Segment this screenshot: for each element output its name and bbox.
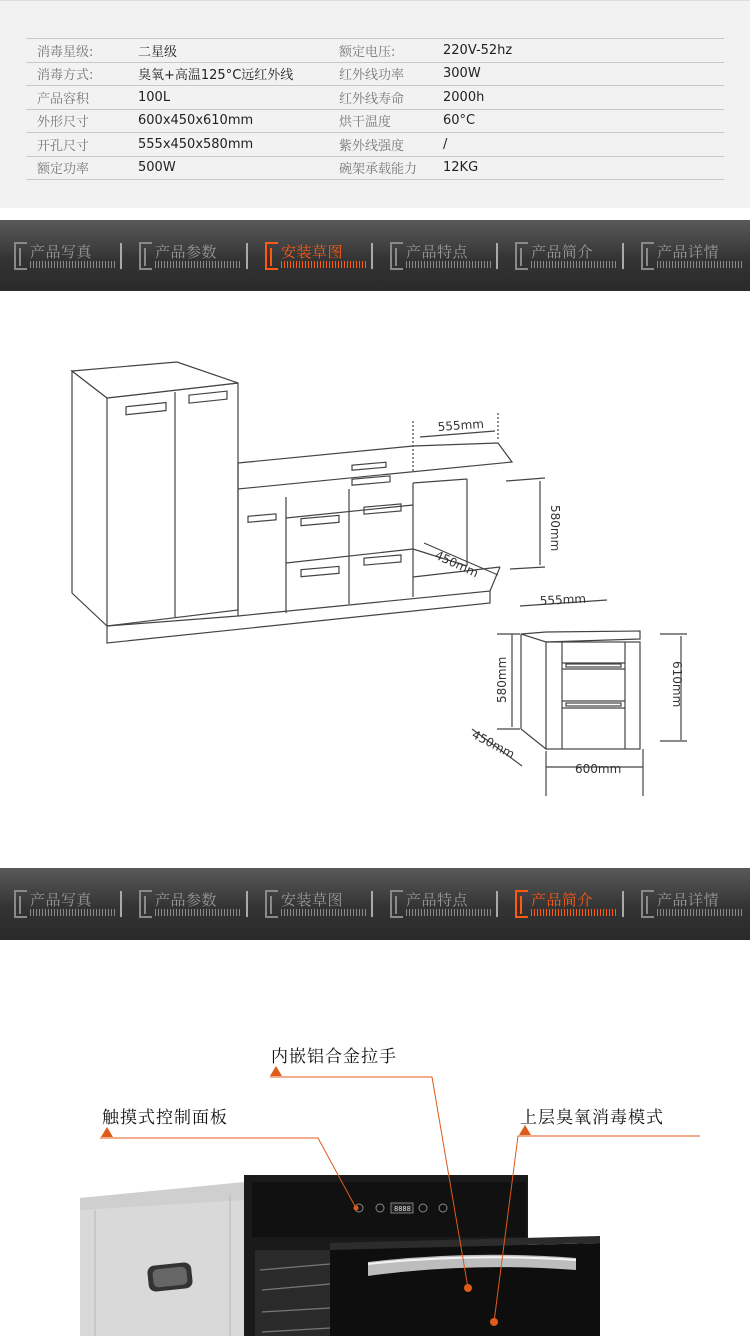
- nav-tab-label: 产品简介: [531, 243, 594, 261]
- bracket-icon: [515, 890, 528, 918]
- nav-separator: [371, 243, 373, 269]
- dim-unit-depth: 450mm: [469, 727, 518, 762]
- spec-value: 12KG: [443, 156, 724, 180]
- callout-handle: 内嵌铝合金拉手: [271, 1047, 397, 1067]
- spec-label: 消毒星级:: [26, 39, 138, 63]
- nav-tab-stripe: [281, 261, 367, 268]
- spec-value: 二星级: [138, 39, 328, 63]
- nav-separator: [120, 891, 122, 917]
- nav-tab-4[interactable]: [390, 240, 500, 272]
- spec-label: 外形尺寸: [26, 109, 138, 133]
- nav-separator: [246, 891, 248, 917]
- nav-tab-stripe: [406, 909, 492, 916]
- spec-row: [26, 62, 724, 86]
- product-nav-bar-2: [0, 868, 750, 940]
- bracket-icon: [139, 890, 152, 918]
- spec-label: 紫外线强度: [328, 133, 443, 157]
- nav-tab-label: 产品简介: [531, 891, 594, 909]
- nav-tab-stripe: [531, 909, 617, 916]
- spec-value: 100L: [138, 86, 328, 110]
- dim-unit-right: 610mm: [670, 661, 684, 708]
- nav-tab-5[interactable]: [515, 240, 625, 272]
- nav-tab-5[interactable]: [515, 888, 625, 920]
- nav-tab-stripe: [30, 909, 116, 916]
- spec-row: [26, 156, 724, 180]
- nav-tab-stripe: [30, 261, 116, 268]
- callout-control-panel: 触摸式控制面板: [102, 1108, 228, 1128]
- nav-tab-3[interactable]: [265, 888, 375, 920]
- nav-tab-stripe: [155, 261, 241, 268]
- nav-separator: [246, 243, 248, 269]
- nav-tab-6[interactable]: [641, 240, 750, 272]
- nav-tab-label: 产品详情: [657, 891, 720, 909]
- spec-label: 额定电压:: [328, 39, 443, 63]
- bracket-icon: [515, 242, 528, 270]
- bracket-icon: [390, 890, 403, 918]
- callout-ozone-mode: 上层臭氧消毒模式: [520, 1108, 664, 1128]
- spec-value: /: [443, 133, 724, 157]
- dim-cabinet-height: 580mm: [548, 505, 562, 552]
- nav-tab-6[interactable]: [641, 888, 750, 920]
- nav-tab-3[interactable]: [265, 240, 375, 272]
- dim-cabinet-depth: 450mm: [432, 548, 481, 581]
- bracket-icon: [14, 242, 27, 270]
- nav-tab-stripe: [657, 261, 743, 268]
- spec-value: 600x450x610mm: [138, 109, 328, 133]
- feature-section: [0, 940, 750, 1336]
- dim-unit-top: 555mm: [539, 591, 587, 608]
- spec-label: 碗架承载能力: [328, 156, 443, 180]
- nav-separator: [120, 243, 122, 269]
- nav-tab-label: 安装草图: [281, 891, 344, 909]
- dim-unit-left: 580mm: [495, 656, 509, 703]
- dim-cabinet-width: 555mm: [437, 416, 485, 434]
- spec-value: 2000h: [443, 86, 724, 110]
- bracket-icon: [641, 242, 654, 270]
- bracket-icon: [390, 242, 403, 270]
- nav-separator: [622, 891, 624, 917]
- installation-sketch: [0, 291, 750, 868]
- spec-label: 额定功率: [26, 156, 138, 180]
- nav-tab-label: 产品参数: [155, 243, 218, 261]
- control-display: 8888: [394, 1205, 411, 1213]
- bracket-icon: [265, 890, 278, 918]
- nav-tab-label: 产品写真: [30, 243, 93, 261]
- bracket-icon: [14, 890, 27, 918]
- spec-row: [26, 133, 724, 157]
- nav-tab-label: 产品特点: [406, 891, 469, 909]
- nav-tab-label: 产品特点: [406, 243, 469, 261]
- bracket-icon: [139, 242, 152, 270]
- spec-table: [26, 38, 724, 180]
- nav-separator: [496, 243, 498, 269]
- spec-label: 红外线寿命: [328, 86, 443, 110]
- nav-tab-label: 产品写真: [30, 891, 93, 909]
- bracket-icon: [641, 890, 654, 918]
- nav-tab-label: 安装草图: [281, 243, 344, 261]
- nav-tab-stripe: [281, 909, 367, 916]
- nav-separator: [371, 891, 373, 917]
- nav-tab-label: 产品参数: [155, 891, 218, 909]
- spec-value: 555x450x580mm: [138, 133, 328, 157]
- spec-value: 220V-52hz: [443, 39, 724, 63]
- dim-unit-bottom: 600mm: [575, 762, 622, 776]
- nav-tab-label: 产品详情: [657, 243, 720, 261]
- installation-diagram: [0, 291, 750, 868]
- spec-value: 60°C: [443, 109, 724, 133]
- nav-tab-stripe: [531, 261, 617, 268]
- spec-row: [26, 86, 724, 110]
- nav-tab-stripe: [406, 261, 492, 268]
- spec-value: 臭氧+高温125°C远红外线: [138, 62, 328, 86]
- nav-tab-2[interactable]: [139, 240, 249, 272]
- nav-separator: [496, 891, 498, 917]
- spec-row: [26, 39, 724, 63]
- spec-label: 产品容积: [26, 86, 138, 110]
- spec-value: 500W: [138, 156, 328, 180]
- product-nav-bar-1: [0, 220, 750, 292]
- bracket-icon: [265, 242, 278, 270]
- spec-value: 300W: [443, 62, 724, 86]
- nav-tab-stripe: [155, 909, 241, 916]
- spec-label: 烘干温度: [328, 109, 443, 133]
- spec-row: [26, 109, 724, 133]
- nav-separator: [622, 243, 624, 269]
- nav-tab-2[interactable]: [139, 888, 249, 920]
- dishwasher-product-image: [0, 940, 750, 1336]
- nav-tab-4[interactable]: [390, 888, 500, 920]
- nav-tab-stripe: [657, 909, 743, 916]
- nav-tab-1[interactable]: [14, 240, 124, 272]
- spec-label: 开孔尺寸: [26, 133, 138, 157]
- spec-label: 消毒方式:: [26, 62, 138, 86]
- spec-panel: [0, 0, 750, 208]
- spec-label: 红外线功率: [328, 62, 443, 86]
- nav-tab-1[interactable]: [14, 888, 124, 920]
